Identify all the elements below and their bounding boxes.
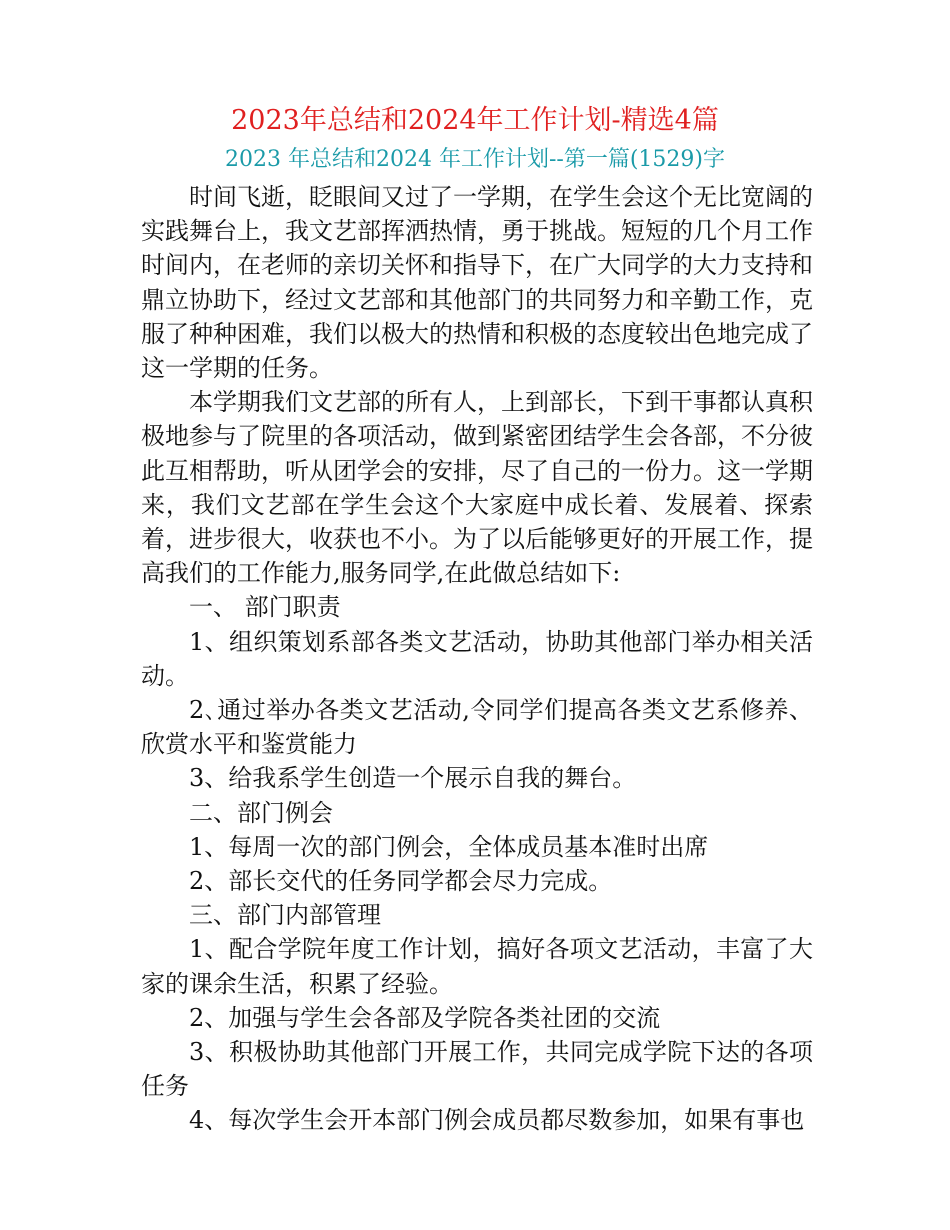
paragraph: 时间飞逝，眨眼间又过了一学期，在学生会这个无比宽阔的实践舞台上，我文艺部挥洒热情，勇于挑战。短短的几个月工作时间内，在老师的亲切关怀和指导下，在广大同学的大力支持和鼎立协助下，经过文艺部和其他部门的共同努力和辛勤工作，克服了种种困难，我们以极大的热情和积极的态度较出色地完成了这一学期的任务。 (141, 183, 813, 383)
section-heading: 二、部门例会 (189, 798, 333, 827)
document-subtitle: 2023 年总结和2024 年工作计划--第一篇(1529)字 (225, 147, 725, 172)
list-item: 3、给我系学生创造一个展示自我的舞台。 (189, 764, 637, 793)
list-item: 2、加强与学生会各部及学院各类社团的交流 (189, 1003, 661, 1032)
paragraph: 本学期我们文艺部的所有人，上到部长，下到干事都认真积极地参与了院里的各项活动，做到紧密团结学生会各部，不分彼此互相帮助，听从团学会的安排，尽了自己的一份力。这一学期来，我们文艺部在学生会这个大家庭中成长着、发展着、探索着，进步很大，收获也不小。为了以后能够更好的开展工作，提高我们的工作能力,服务同学,在此做总结如下: (141, 388, 813, 588)
document-title: 2023年总结和2024年工作计划-精选4篇 (231, 105, 719, 136)
list-item: 4、每次学生会开本部门例会成员都尽数参加，如果有事也 (189, 1106, 805, 1135)
list-item: 2、部长交代的任务同学都会尽力完成。 (189, 867, 613, 896)
list-item: 1、组织策划系部各类文艺活动，协助其他部门举办相关活动。 (141, 627, 813, 690)
section-heading: 一、 部门职责 (189, 593, 341, 622)
document-body (141, 180, 813, 1138)
list-item: 2､通过举办各类文艺活动,令同学们提高各类文艺系修养、欣赏水平和鉴赏能力 (141, 696, 813, 759)
list-item: 1、配合学院年度工作计划，搞好各项文艺活动，丰富了大家的课余生活，积累了经验。 (141, 935, 813, 998)
list-item: 3、积极协助其他部门开展工作，共同完成学院下达的各项任务 (141, 1038, 813, 1101)
list-item: 1、每周一次的部门例会，全体成员基本准时出席 (189, 832, 709, 861)
section-heading: 三、部门内部管理 (189, 901, 381, 930)
